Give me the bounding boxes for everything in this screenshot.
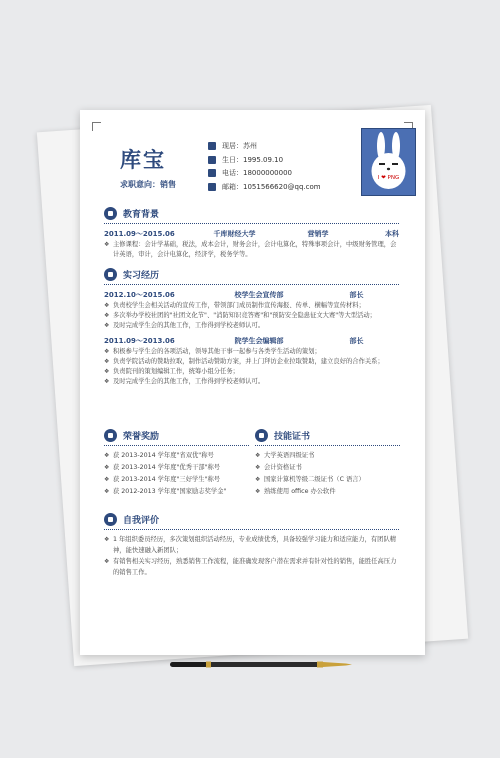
graduation-cap-icon (104, 207, 117, 220)
list-item: ❖ 负责学院活动的赞助拉取，制作活动赞助方案，并上门拜访企业拉取赞助，建立良好的合作关系； (104, 357, 399, 367)
info-birthday: 生日：1995.09.10 (208, 154, 368, 166)
home-icon (208, 142, 216, 150)
avatar (361, 128, 416, 196)
section-education (104, 206, 399, 260)
avatar-text: I ❤ PNG (377, 175, 400, 181)
info-email: 邮箱：1051566620@qq.com (208, 181, 368, 193)
list-item: ❖ 大学英语四级证书 (255, 450, 400, 462)
section-title: 教育背景 (123, 209, 160, 220)
list-item: ❖ 会计资格证书 (255, 462, 400, 474)
section-divider (104, 223, 399, 224)
section-divider (104, 445, 249, 446)
resume-sheet (80, 110, 425, 655)
list-item: ❖ 及时完成学生会的其他工作，工作得到学校老师认可。 (104, 377, 399, 387)
list-item: ❖ 1 年组织委员经历，多次策划组织活动经历，专业成绩优秀，具备较强学习能力和适应能力，有团队精神，能快速融入新团队； (104, 534, 399, 556)
list-item: ❖ 获 2013-2014 学年度"优秀干部"称号 (104, 462, 249, 474)
job-objective: 求职意向：销售 (120, 180, 176, 189)
section-skills (255, 428, 400, 498)
person-icon (104, 513, 117, 526)
section-awards (104, 428, 249, 498)
list-item: ❖ 及时完成学生会的其他工作，工作得到学校老师认可。 (104, 321, 399, 331)
section-title: 实习经历 (123, 270, 160, 281)
tools-icon (255, 429, 268, 442)
list-item: ❖ 获 2013-2014 学年度"三好学生"称号 (104, 474, 249, 486)
list-item: ❖ 积极参与学生会的各项活动，领导其他干事一起参与各类学生活动的策划； (104, 347, 399, 357)
list-item: ❖ 获 2013-2014 学年度"省双优"称号 (104, 450, 249, 462)
calendar-icon (208, 156, 216, 164)
list-item: ❖ 负责院刊的策划编辑工作，统筹小组分任务； (104, 367, 399, 377)
resume-name: 库宝 (120, 148, 166, 172)
phone-icon (208, 169, 216, 177)
info-location: 现居：苏州 (208, 140, 368, 152)
list-item: ❖ 熟练使用 office 办公软件 (255, 486, 400, 498)
section-title: 自我评价 (123, 515, 160, 526)
list-item: ❖ 国家计算机等级二级证书（C 语言） (255, 474, 400, 486)
list-item: ❖ 主修课程：会计学基础，税法，成本会计，财务会计，会计电算化，特殊事项会计，中级财务管理，会计英语，审计，会计电算化，经济学，税务学等。 (104, 240, 399, 260)
personal-info (208, 140, 368, 194)
list-item: ❖ 获 2012-2013 学年度"国家励志奖学金" (104, 486, 249, 498)
section-self-evaluation (104, 512, 399, 578)
fountain-pen (170, 660, 352, 669)
experience-entry-header: 2011.09～2013.06 院学生会编辑部 部长 (104, 337, 364, 345)
list-item: ❖ 负责校学生会相关活动的宣传工作，带领部门成员制作宣传海报、传单、横幅等宣传材料； (104, 301, 399, 311)
section-title: 技能证书 (274, 431, 311, 442)
crop-mark-top-left (92, 122, 101, 131)
section-divider (104, 284, 399, 285)
list-item: ❖ 有销售相关实习经历，熟悉销售工作流程，能准确发现客户潜在需求并有针对性的销售，能胜任高压力的销售工作。 (104, 556, 399, 578)
experience-entry-header: 2012.10～2015.06 校学生会宣传部 部长 (104, 291, 364, 299)
section-title: 荣誉奖励 (123, 431, 160, 442)
education-entry-header: 2011.09～2015.06 千库财经大学 营销学 本科 (104, 230, 399, 238)
briefcase-icon (104, 268, 117, 281)
list-item: ❖ 多次举办学校社团的"社团文化节"、"消防知识竞答赛"和"预防安全隐患征文大赛"等大型活动； (104, 311, 399, 321)
section-divider (104, 529, 399, 530)
section-divider (255, 445, 400, 446)
trophy-icon (104, 429, 117, 442)
section-experience (104, 267, 399, 387)
mail-icon (208, 183, 216, 191)
info-phone: 电话：18000000000 (208, 167, 368, 179)
